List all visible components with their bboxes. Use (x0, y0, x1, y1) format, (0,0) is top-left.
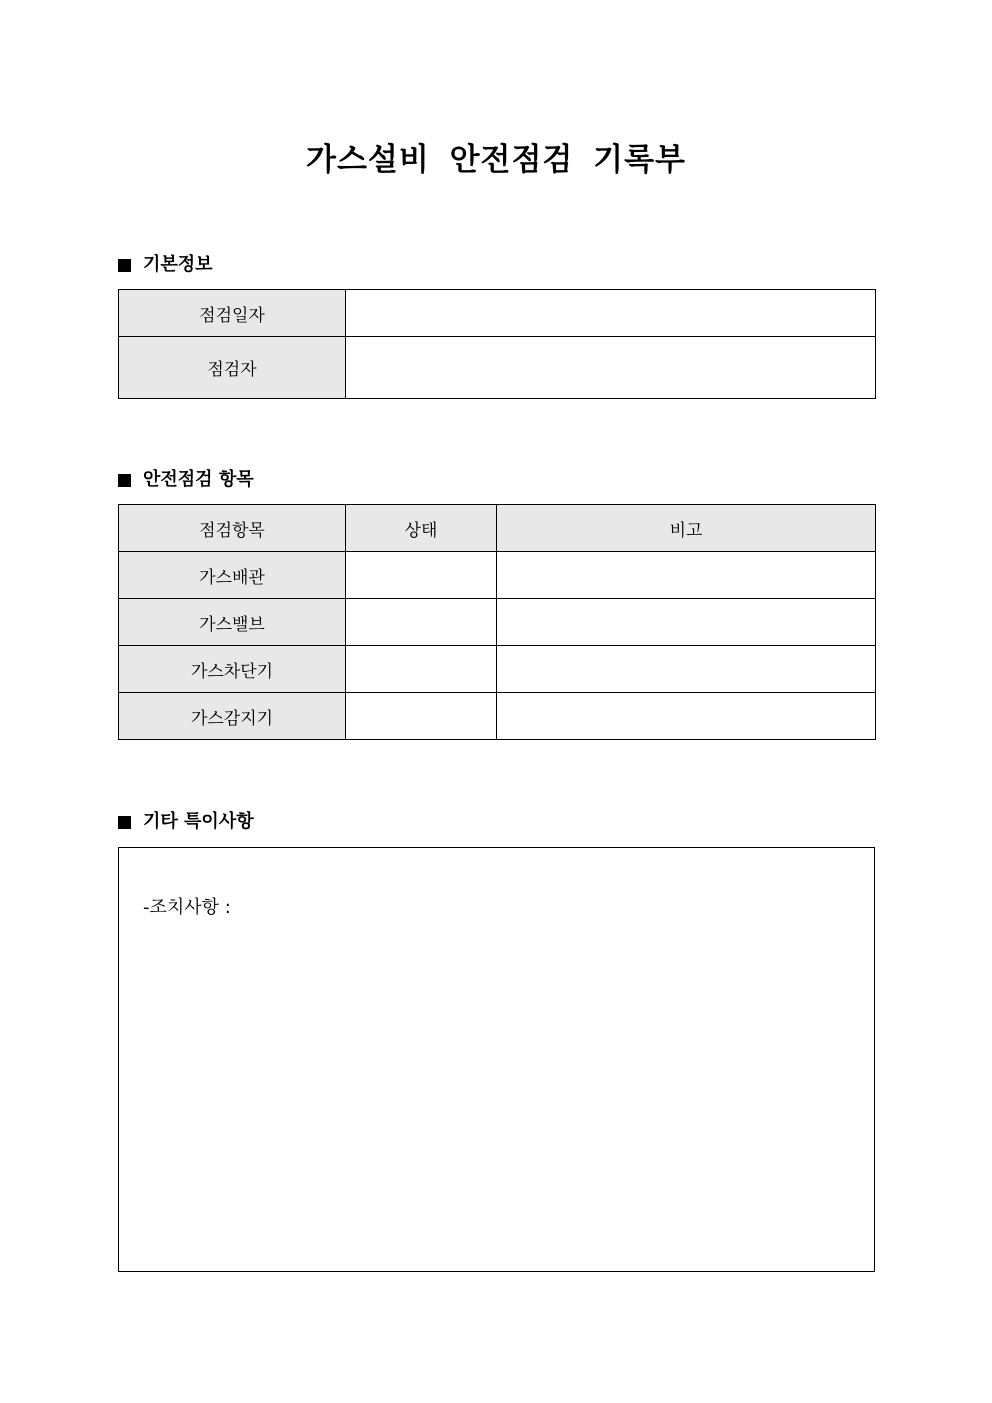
section-heading-safety-check (118, 468, 254, 492)
status-cell[interactable] (346, 552, 497, 599)
section-heading-label: 기타 특이사항 (143, 811, 254, 832)
table-row (119, 552, 876, 599)
square-bullet-icon (118, 816, 131, 829)
table-row (119, 290, 876, 337)
inspector-field[interactable] (346, 337, 876, 399)
table-header-row (119, 505, 876, 552)
note-cell[interactable] (497, 693, 876, 740)
table-row (119, 599, 876, 646)
section-heading-label: 안전점검 항목 (143, 469, 254, 490)
basic-info-table (118, 289, 876, 399)
table-row (119, 337, 876, 399)
status-cell[interactable] (346, 599, 497, 646)
section-heading-other-notes (118, 810, 254, 834)
column-header-item: 점검항목 (119, 505, 346, 552)
note-cell[interactable] (497, 646, 876, 693)
inspection-date-label: 점검일자 (119, 290, 346, 337)
safety-check-table (118, 504, 876, 740)
check-item-label: 가스밸브 (119, 599, 346, 646)
notes-box[interactable] (118, 847, 875, 1272)
document-title: 가스설비 안전점검 기록부 (306, 142, 686, 178)
note-cell[interactable] (497, 552, 876, 599)
inspection-date-field[interactable] (346, 290, 876, 337)
table-row (119, 693, 876, 740)
section-heading-basic-info (118, 253, 213, 277)
check-item-label: 가스배관 (119, 552, 346, 599)
check-item-label: 가스차단기 (119, 646, 346, 693)
section-heading-label: 기본정보 (143, 254, 213, 275)
check-item-label: 가스감지기 (119, 693, 346, 740)
column-header-status: 상태 (346, 505, 497, 552)
table-row (119, 646, 876, 693)
square-bullet-icon (118, 259, 131, 272)
inspector-label: 점검자 (119, 337, 346, 399)
column-header-note: 비고 (497, 505, 876, 552)
note-cell[interactable] (497, 599, 876, 646)
status-cell[interactable] (346, 646, 497, 693)
action-taken-label: -조치사항 : (143, 897, 231, 918)
square-bullet-icon (118, 474, 131, 487)
status-cell[interactable] (346, 693, 497, 740)
